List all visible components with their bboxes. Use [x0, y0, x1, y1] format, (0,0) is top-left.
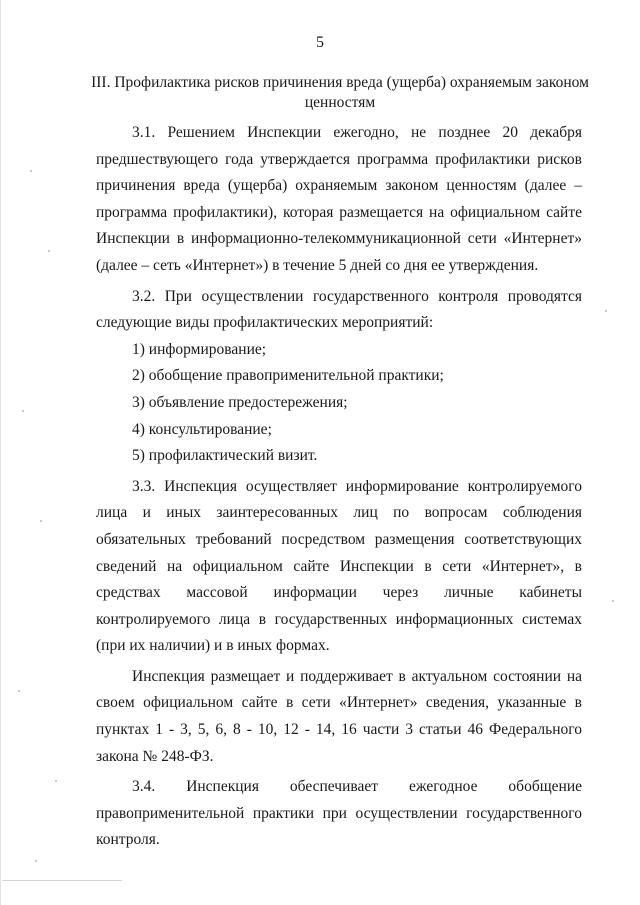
scan-artifact	[612, 600, 614, 602]
list-item: 2) обобщение правоприменительной практики;	[132, 367, 444, 385]
paragraph-3-1: 3.1. Решением Инспекции ежегодно, не позднее 20 декабря предшествующего года утверждается программа профилактики рисков причинения вреда (ущерба) охраняемым законом ценностям (далее – программа профилактики), которая размещается на официальном сайте Инспекции в информационно-телекоммуникационной сети «Интернет» (далее – сеть «Интернет») в течение 5 дней со дня ее утверждения.	[96, 124, 582, 274]
scan-artifact	[55, 780, 57, 782]
scan-artifact	[18, 690, 20, 692]
list-item: 4) консультирование;	[132, 420, 272, 438]
scan-artifact	[35, 860, 37, 862]
scan-artifact	[605, 310, 607, 312]
document-body	[96, 120, 582, 854]
scan-artifact	[22, 410, 24, 412]
scan-artifact	[2, 880, 122, 881]
page-number: 5	[316, 34, 324, 51]
paragraph-3-3: 3.3. Инспекция осуществляет информирование контролируемого лица и иных заинтересованных лиц по вопросам соблюдения обязательных требований посредством размещения соответствующих сведений на официальном сайте Инспекции в сети «Интернет», в средствах массовой информации через личные кабинеты контролируемого лица в государственных информационных системах (при их наличии) и в иных формах.	[96, 477, 582, 655]
scan-artifact	[0, 0, 1, 905]
paragraph-3-4: 3.4. Инспекция обеспечивает ежегодное обобщение правоприменительной практики при осуществлении государственного контроля.	[96, 778, 582, 849]
paragraph-3-2: 3.2. При осуществлении государственного контроля проводятся следующие виды профилактических мероприятий:	[96, 287, 582, 332]
list-item: 3) объявление предостережения;	[132, 393, 348, 411]
scan-artifact	[48, 250, 50, 252]
list-item: 1) информирование;	[132, 340, 267, 358]
section-heading: III. Профилактика рисков причинения вреда (ущерба) охраняемым законом ценностям	[91, 74, 589, 111]
scan-artifact	[30, 170, 32, 172]
list-item: 5) профилактический визит.	[132, 447, 318, 465]
paragraph-3-3-continued: Инспекция размещает и поддерживает в актуальном состоянии на своем официальном сайте в сети «Интернет» сведения, указанные в пунктах 1 - 3, 5, 6, 8 - 10, 12 - 14, 16 части 3 статьи 46 Федерального закона № 248-ФЗ.	[96, 667, 582, 765]
scan-artifact	[40, 520, 42, 522]
